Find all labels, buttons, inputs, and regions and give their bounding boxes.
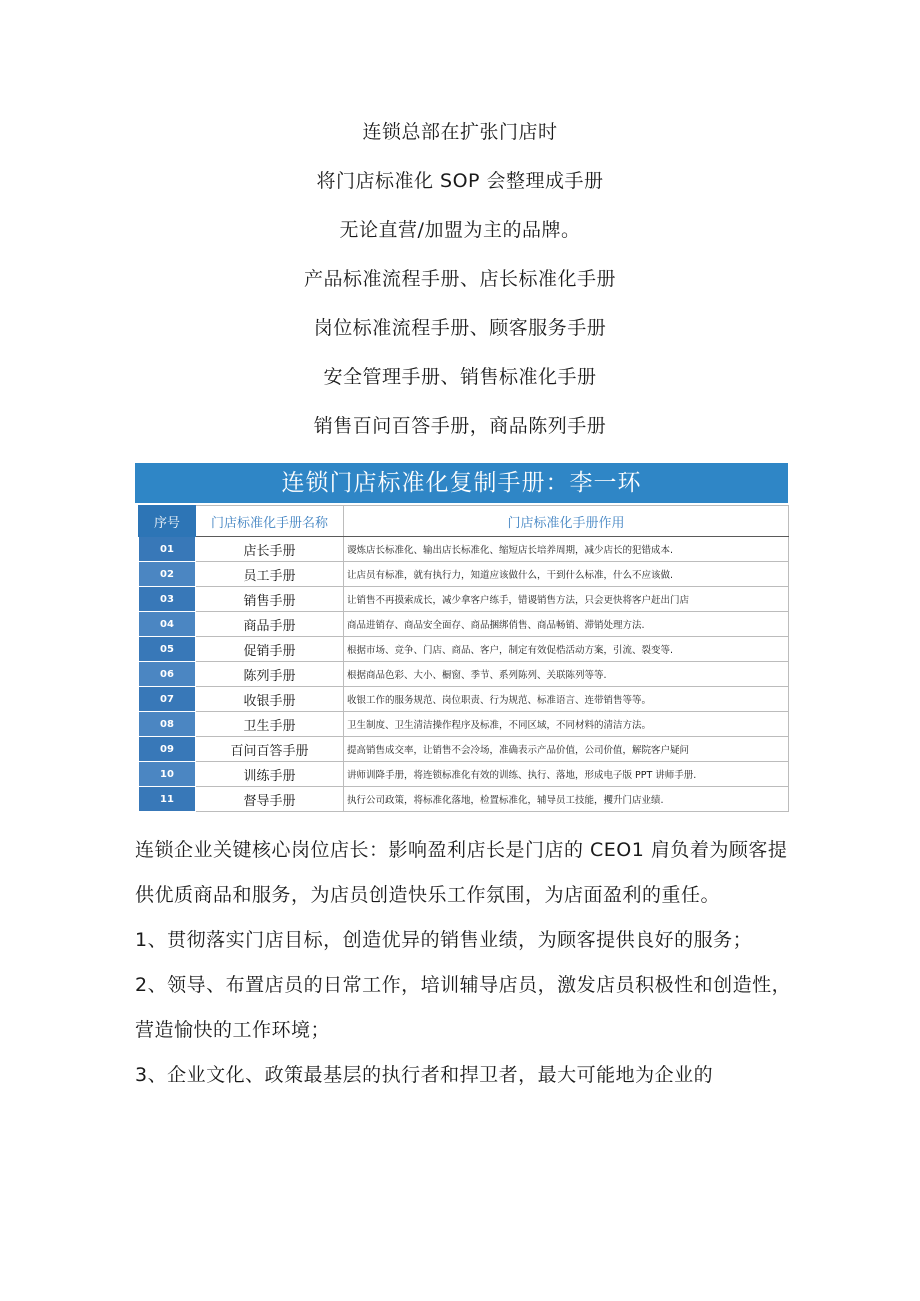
row-desc: 根据商品色彩、大小、橱窗、季节、系列陈列、关联陈列等等.: [344, 662, 789, 687]
row-name: 百问百答手册: [196, 737, 344, 762]
table-row: [139, 787, 789, 812]
row-desc: 提高销售成交率，让销售不会冷场，准确表示产品价值，公司价值，解院客户疑问: [344, 737, 789, 762]
table-row: [139, 587, 789, 612]
body-paragraph: 连锁企业关键核心岗位店长：影响盈利店长是门店的 CEO1 肩负着为顾客提供优质商品和服务，为店员创造快乐工作氛围，为店面盈利的重任。: [135, 839, 788, 906]
row-desc: 让店员有标准，就有执行力，知道应该做什么，干到什么标准，什么不应该做.: [344, 562, 789, 587]
row-name: 促销手册: [196, 637, 344, 662]
table-header-row: [139, 506, 789, 537]
intro-line: 安全管理手册、销售标准化手册: [323, 366, 597, 388]
body-paragraph: 3、企业文化、政策最基层的执行者和捍卫者，最大可能地为企业的: [135, 1064, 714, 1086]
body-text: [135, 828, 795, 1098]
table-title: 连锁门店标准化复制手册：李一环: [135, 463, 788, 503]
row-no: 02: [139, 562, 196, 587]
row-no: 03: [139, 587, 196, 612]
row-name: 商品手册: [196, 612, 344, 637]
row-name: 训练手册: [196, 762, 344, 787]
row-desc: 执行公司政策，将标准化落地，检置标准化，辅导员工技能，攫升门店业绩.: [344, 787, 789, 812]
row-desc: 根据市场、竞争、门店、商品、客户，制定有效促梏活动方案，引流、裂变等.: [344, 637, 789, 662]
table-row: [139, 537, 789, 562]
intro-line: 连锁总部在扩张门店时: [362, 121, 558, 143]
table-row: [139, 612, 789, 637]
manual-table-section: [135, 463, 788, 812]
row-no: 09: [139, 737, 196, 762]
table-row: [139, 662, 789, 687]
row-name: 陈列手册: [196, 662, 344, 687]
intro-line: 将门店标准化 SOP 会整理成手册: [316, 170, 604, 192]
table-row: [139, 687, 789, 712]
intro-line: 产品标准流程手册、店长标准化手册: [303, 268, 616, 290]
row-name: 销售手册: [196, 587, 344, 612]
body-paragraph: 1、贯彻落实门店目标，创造优异的销售业绩，为顾客提供良好的服务；: [135, 929, 753, 951]
table-row: [139, 637, 789, 662]
table-row: [139, 737, 789, 762]
header-desc: 门店标准化手册作用: [344, 506, 789, 537]
row-desc: 让销售不再摸索成长，减少拿客户练手，错谡销售方法，只会更快将客户赶出门店: [344, 587, 789, 612]
row-name: 店长手册: [196, 537, 344, 562]
row-no: 04: [139, 612, 196, 637]
row-name: 收银手册: [196, 687, 344, 712]
row-desc: 卫生制度、卫生清洁操作程序及标准，不同区域，不同材料的清洁方法。: [344, 712, 789, 737]
row-desc: 谡炼店长标准化、输出店长标准化、缩短店长培养周期，减少店长的犯错成本.: [344, 537, 789, 562]
row-no: 06: [139, 662, 196, 687]
header-no: 序号: [139, 506, 196, 537]
intro-line: 销售百问百答手册，商品陈列手册: [313, 415, 607, 437]
intro-line: 岗位标准流程手册、顾客服务手册: [313, 317, 607, 339]
body-paragraph: 2、领导、布置店员的日常工作，培训辅导店员，激发店员积极性和创造性，营造愉快的工作环境；: [135, 974, 792, 1041]
header-name: 门店标准化手册名称: [196, 506, 344, 537]
row-desc: 收银工作的服务规范、岗位职责、行为规范、标准语言、连带销售等等。: [344, 687, 789, 712]
row-no: 08: [139, 712, 196, 737]
table-row: [139, 712, 789, 737]
row-no: 05: [139, 637, 196, 662]
intro-line: 无论直营/加盟为主的品牌。: [339, 219, 581, 241]
table-row: [139, 762, 789, 787]
row-name: 督导手册: [196, 787, 344, 812]
intro-lines: [0, 112, 920, 455]
row-name: 员工手册: [196, 562, 344, 587]
row-name: 卫生手册: [196, 712, 344, 737]
row-no: 11: [139, 787, 196, 812]
row-no: 01: [139, 537, 196, 562]
manual-table: [138, 505, 789, 812]
row-no: 10: [139, 762, 196, 787]
table-row: [139, 562, 789, 587]
row-no: 07: [139, 687, 196, 712]
row-desc: 商品进销存、商品安全面存、商品捆绑俏售、商品畅销、滞销处理方法.: [344, 612, 789, 637]
row-desc: 讲师训降手册，将连锁标准化有效的训练、执行、落地，形成电子版 PPT 讲师手册.: [344, 762, 789, 787]
